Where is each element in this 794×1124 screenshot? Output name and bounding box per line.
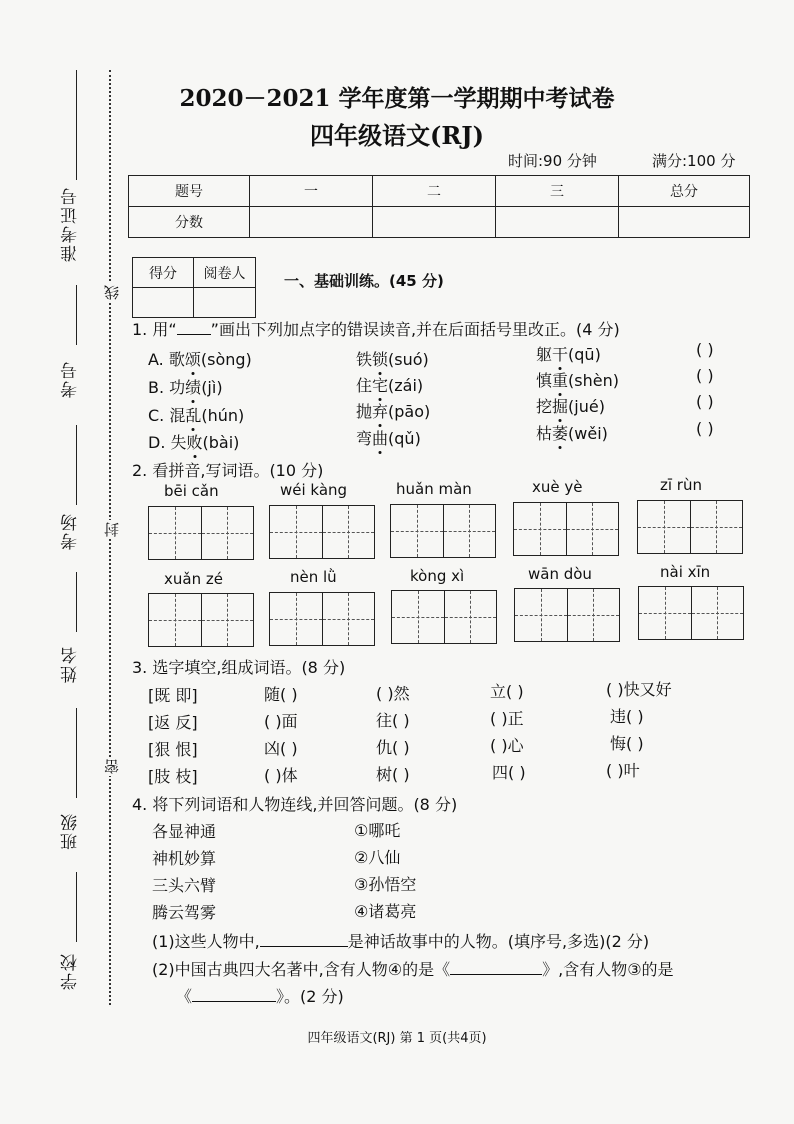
blank-line xyxy=(76,708,77,798)
score-cell[interactable] xyxy=(373,207,496,238)
score-cell[interactable] xyxy=(496,207,619,238)
q4-sub1-start: (1)这些人物中, xyxy=(152,932,260,951)
q3-blank[interactable]: 悔( ) xyxy=(610,734,644,753)
q3-blank[interactable]: ( )体 xyxy=(264,766,298,785)
exam-time: 时间:90 分钟 xyxy=(508,152,597,170)
q3-choice-chars: [既 即] xyxy=(148,686,198,705)
full-score: 满分:100 分 xyxy=(652,152,736,170)
pinyin-label: kòng xì xyxy=(410,567,465,585)
q3-blank[interactable]: ( )快又好 xyxy=(606,680,672,699)
exam-subtitle: 四年级语文(RJ) xyxy=(309,121,484,150)
q4-idiom[interactable]: 神机妙算 xyxy=(152,849,217,868)
q1-prompt xyxy=(132,317,620,340)
q4-sub2-mid: 》,含有人物③的是 xyxy=(542,960,674,979)
q3-blank[interactable]: 树( ) xyxy=(376,765,410,784)
writing-grid[interactable] xyxy=(513,502,619,556)
q4-idiom[interactable]: 各显神通 xyxy=(152,822,217,841)
name-label: 姓名 xyxy=(61,645,81,683)
blank-line xyxy=(76,425,77,505)
q4-prompt: 4. 将下列词语和人物连线,并回答问题。(8 分) xyxy=(132,795,458,814)
pinyin-label: huǎn màn xyxy=(396,480,472,498)
q1-row-d-word1: D. 失败(bài) xyxy=(148,433,240,452)
q3-prompt: 3. 选字填空,组成词语。(8 分) xyxy=(132,658,346,677)
q3-blank[interactable]: ( )面 xyxy=(264,712,298,731)
answer-blank[interactable] xyxy=(192,1001,276,1002)
q1-row-a-word3: 躯干(qū) xyxy=(536,345,601,364)
q1-row-d-word2: 弯曲(qǔ) xyxy=(356,429,421,448)
section-title: 一、基础训练。(45 分) xyxy=(284,272,444,290)
score-table-header: 一 xyxy=(250,176,373,207)
blank-line xyxy=(76,285,77,345)
q4-sub1 xyxy=(152,929,649,952)
answer-blank[interactable] xyxy=(260,946,348,947)
q4-sub2-start: (2)中国古典四大名著中,含有人物④的是《 xyxy=(152,960,451,979)
seal-char-line: 线 xyxy=(103,285,121,300)
q3-choice-chars: [肢 枝] xyxy=(148,767,198,786)
q4-sub2-open: 《 xyxy=(176,987,193,1006)
q3-choice-chars: [返 反] xyxy=(148,713,198,732)
writing-grid[interactable] xyxy=(390,504,496,558)
pinyin-label: zī rùn xyxy=(660,476,702,494)
seal-char-secret: 密 xyxy=(103,759,121,774)
q3-blank[interactable]: ( )心 xyxy=(490,736,524,755)
writing-grid[interactable] xyxy=(514,588,620,642)
q3-blank[interactable]: 四( ) xyxy=(492,763,526,782)
admission-number-label: 准考证号 xyxy=(61,186,81,262)
q3-blank[interactable]: 违( ) xyxy=(610,707,644,726)
q1-row-b-word1: B. 功绩(jì) xyxy=(148,378,223,397)
pinyin-label: wéi kàng xyxy=(280,481,348,499)
q1-prompt-end: ”画出下列加点字的错误读音,并在后面括号里改正。(4 分) xyxy=(210,320,620,339)
blank-line xyxy=(76,572,77,632)
grader-name-cell[interactable] xyxy=(194,288,256,318)
q4-idiom[interactable]: 腾云驾雾 xyxy=(152,903,217,922)
q1-row-c-word1: C. 混乱(hún) xyxy=(148,406,245,425)
q1-answer-c[interactable]: ( ) xyxy=(696,392,714,411)
q4-sub2 xyxy=(152,957,674,980)
score-table-header: 题号 xyxy=(129,176,250,207)
q1-row-d-word3: 枯萎(wěi) xyxy=(536,424,608,443)
q3-choice-chars: [狠 恨] xyxy=(148,740,198,759)
q1-prompt-start: 1. 用“ xyxy=(132,320,177,339)
q3-blank[interactable]: 仇( ) xyxy=(376,738,410,757)
grader-table xyxy=(132,257,256,318)
writing-grid[interactable] xyxy=(148,506,254,560)
q4-sub2-end: 》。(2 分) xyxy=(276,987,344,1006)
exam-number-label: 考号 xyxy=(61,360,81,398)
pinyin-label: bēi cǎn xyxy=(164,482,219,500)
pinyin-label: wān dòu xyxy=(528,565,592,583)
score-table xyxy=(128,175,750,238)
pinyin-label: xuè yè xyxy=(532,478,583,496)
q4-character[interactable]: ①哪吒 xyxy=(354,821,401,840)
score-cell[interactable] xyxy=(250,207,373,238)
q1-row-c-word3: 挖掘(jué) xyxy=(536,397,605,416)
answer-blank[interactable] xyxy=(450,974,542,975)
q3-blank[interactable]: ( )正 xyxy=(490,709,524,728)
q1-row-a-word2: 铁锁(suó) xyxy=(356,350,429,369)
q3-blank[interactable]: 立( ) xyxy=(490,682,524,701)
writing-grid[interactable] xyxy=(269,592,375,646)
q1-answer-a[interactable]: ( ) xyxy=(696,340,714,359)
q4-character[interactable]: ④诸葛亮 xyxy=(354,902,417,921)
pinyin-label: nài xīn xyxy=(660,563,711,581)
q1-answer-b[interactable]: ( ) xyxy=(696,366,714,385)
page-footer: 四年级语文(RJ) 第 1 页(共4页) xyxy=(307,1031,487,1046)
q1-row-b-word3: 慎重(shèn) xyxy=(536,371,619,390)
score-table-header: 三 xyxy=(496,176,619,207)
q1-row-a-word1: A. 歌颂(sòng) xyxy=(148,350,252,369)
exam-title: 2020－2021 学年度第一学期期中考试卷 xyxy=(179,85,615,112)
score-table-label: 分数 xyxy=(129,207,250,238)
blank-line xyxy=(76,872,77,942)
grader-score-header: 得分 xyxy=(133,258,194,288)
q3-blank[interactable]: 凶( ) xyxy=(264,739,298,758)
score-table-header: 总分 xyxy=(619,176,750,207)
q1-answer-d[interactable]: ( ) xyxy=(696,419,714,438)
pinyin-label: xuǎn zé xyxy=(164,570,223,588)
binding-strip xyxy=(0,0,121,1124)
school-label: 学校 xyxy=(61,952,81,990)
q2-prompt: 2. 看拼音,写词语。(10 分) xyxy=(132,461,324,480)
exam-room-label: 考场 xyxy=(61,512,81,550)
grader-name-header: 阅卷人 xyxy=(194,258,256,288)
q4-character[interactable]: ③孙悟空 xyxy=(354,875,417,894)
grader-score-cell[interactable] xyxy=(133,288,194,318)
q1-row-b-word2: 住宅(zái) xyxy=(356,376,424,395)
underline-sample xyxy=(177,334,211,335)
writing-grid[interactable] xyxy=(637,500,743,554)
q3-blank[interactable]: ( )叶 xyxy=(606,761,640,780)
class-label: 班级 xyxy=(61,812,81,850)
q3-blank[interactable]: ( )然 xyxy=(376,684,410,703)
q4-character[interactable]: ②八仙 xyxy=(354,848,401,867)
q4-sub1-end: 是神话故事中的人物。(填序号,多选)(2 分) xyxy=(347,932,650,951)
writing-grid[interactable] xyxy=(638,586,744,640)
writing-grid[interactable] xyxy=(269,505,375,559)
q3-blank[interactable]: 往( ) xyxy=(376,711,410,730)
q1-row-c-word2: 抛弃(pāo) xyxy=(356,402,431,421)
seal-char-seal: 封 xyxy=(103,522,121,537)
q4-sub2-cont xyxy=(176,984,344,1007)
q4-idiom[interactable]: 三头六臂 xyxy=(152,876,217,895)
score-table-header: 二 xyxy=(373,176,496,207)
writing-grid[interactable] xyxy=(391,590,497,644)
q3-blank[interactable]: 随( ) xyxy=(264,685,298,704)
score-cell[interactable] xyxy=(619,207,750,238)
pinyin-label: nèn lǜ xyxy=(290,568,337,586)
writing-grid[interactable] xyxy=(148,593,254,647)
